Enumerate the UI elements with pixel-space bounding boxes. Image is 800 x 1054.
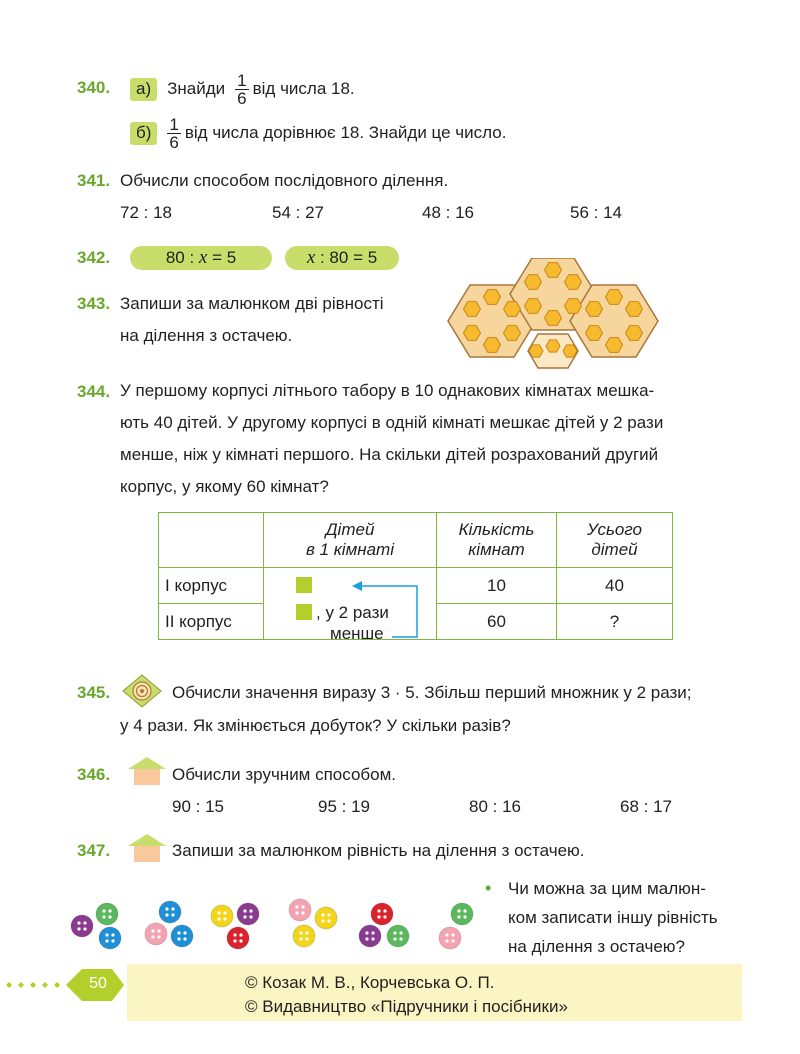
button-hole (445, 933, 448, 936)
button-hole (111, 939, 114, 942)
home-icon (128, 757, 166, 785)
button-hole (327, 913, 330, 916)
exercise-344-line1: У першому корпусі літнього табору в 10 однакових кімнатах мешка- (120, 381, 655, 400)
exercise-344-line2: ють 40 дітей. У другому корпусі в одній кімнаті мешкає дітей у 2 рази (120, 413, 664, 432)
home-icon (128, 834, 166, 862)
button-hole (151, 935, 154, 938)
buttons-illustration (62, 890, 482, 956)
button-hole (305, 937, 308, 940)
button-hole (183, 931, 186, 934)
question-line3: на ділення з остачею? (508, 937, 686, 956)
button-hole (301, 911, 304, 914)
table-corner (159, 513, 264, 568)
table-header: Усього дітей (557, 513, 673, 568)
button-hole (377, 909, 380, 912)
expression: 68 : 17 (620, 797, 672, 816)
button-hole (371, 931, 374, 934)
sewing-button (171, 925, 193, 947)
table-cell: 10 (437, 568, 557, 604)
question (485, 874, 748, 961)
honeycomb-cell (529, 345, 543, 357)
copyright-line2: © Видавництво «Підручники і посібники» (245, 997, 568, 1016)
sewing-button (96, 903, 118, 925)
button-hole (463, 909, 466, 912)
exercise-number-344: 344. (77, 382, 111, 401)
honeycomb-cell (565, 275, 582, 290)
placeholder-square (296, 577, 312, 593)
sewing-button (211, 905, 233, 927)
button-hole (223, 917, 226, 920)
sewing-button (439, 927, 461, 949)
button-hole (183, 937, 186, 940)
button-hole (217, 917, 220, 920)
button-hole (377, 915, 380, 918)
honeycomb-cell (484, 290, 501, 305)
button-hole (77, 921, 80, 924)
table-note-line1: , у 2 рази (316, 603, 389, 622)
sewing-button (315, 907, 337, 929)
button-hole (383, 915, 386, 918)
button-hole (177, 931, 180, 934)
fraction: $\frac{1}{6}$ (169, 114, 179, 152)
exercise-340a-tail: від числа 18. (252, 79, 355, 98)
honeycomb-cell (626, 326, 643, 341)
button-hole (177, 937, 180, 940)
exercise-number-342: 342. (77, 248, 111, 267)
exercise-number-343: 343. (77, 294, 111, 313)
question-line2: ком записати іншу рівність (508, 908, 718, 927)
button-hole (157, 935, 160, 938)
button-hole (399, 931, 402, 934)
button-hole (321, 913, 324, 916)
button-hole (165, 907, 168, 910)
button-hole (83, 921, 86, 924)
expression: 72 : 18 (120, 203, 172, 222)
button-hole (301, 905, 304, 908)
honeycomb-cell (565, 299, 582, 314)
table-cell: 60 (437, 604, 557, 640)
button-hole (371, 937, 374, 940)
button-hole (327, 919, 330, 922)
table-cell: 40 (557, 568, 673, 604)
button-hole (233, 939, 236, 942)
expression: 80 : 16 (469, 797, 521, 816)
honeycomb-cell (464, 302, 481, 317)
exercise-340b-text: від числа дорівнює 18. Знайди це число. (184, 123, 507, 142)
exercise-347-text: Запиши за малюнком рівність на ділення з остачею. (172, 841, 585, 860)
button-hole (171, 913, 174, 916)
honeycomb-cell (525, 275, 542, 290)
honeycomb-illustration (444, 258, 660, 370)
expression: 56 : 14 (570, 203, 622, 222)
expression: 54 : 27 (272, 203, 324, 222)
button-hole (299, 931, 302, 934)
exercise-343-line2: на ділення з остачею. (120, 326, 293, 345)
button-hole (105, 933, 108, 936)
button-hole (157, 929, 160, 932)
button-hole (321, 919, 324, 922)
expression: 95 : 19 (318, 797, 370, 816)
expression: 90 : 15 (172, 797, 224, 816)
honeycomb-cell (504, 302, 521, 317)
sewing-button (387, 925, 409, 947)
tag-b: б) (130, 122, 157, 145)
button-hole (457, 909, 460, 912)
button-hole (102, 909, 105, 912)
exercise-344-line4: корпус, у якому 60 кімнат? (120, 477, 329, 496)
sewing-button (227, 927, 249, 949)
button-hole (243, 909, 246, 912)
button-hole (111, 933, 114, 936)
button-hole (102, 915, 105, 918)
tag-a: а) (130, 78, 157, 101)
sewing-button (71, 915, 93, 937)
honeycomb-cell (606, 338, 623, 353)
exercise-number-341: 341. (77, 171, 111, 190)
table-row-label: І корпус (159, 568, 264, 604)
fraction: $\frac{1}{6}$ (237, 70, 247, 108)
exercise-340a (130, 72, 355, 106)
button-hole (217, 911, 220, 914)
exercise-343-line1: Запиши за малюнком дві рівності (120, 294, 384, 313)
honeycomb-cell (586, 302, 603, 317)
exercise-number-340: 340. (77, 78, 111, 97)
button-hole (457, 915, 460, 918)
button-hole (171, 907, 174, 910)
honeycomb-cell (545, 263, 562, 278)
button-hole (108, 915, 111, 918)
sewing-button (159, 901, 181, 923)
button-hole (451, 933, 454, 936)
exercise-341-text: Обчисли способом послідовного ділення. (120, 171, 449, 190)
button-hole (383, 909, 386, 912)
exercise-number-346: 346. (77, 765, 111, 784)
copyright-line1: © Козак М. В., Корчевська О. П. (245, 973, 495, 992)
equation-1: 80 : x = 5 (130, 246, 272, 270)
button-hole (305, 931, 308, 934)
button-hole (77, 927, 80, 930)
sewing-button (289, 899, 311, 921)
button-hole (239, 939, 242, 942)
button-hole (249, 915, 252, 918)
table-header: Дітей в 1 кімнаті (264, 513, 437, 568)
button-hole (151, 929, 154, 932)
bullet: • (485, 878, 492, 898)
table-cell: ? (557, 604, 673, 640)
button-hole (393, 937, 396, 940)
button-hole (165, 913, 168, 916)
table-row-label: ІІ корпус (159, 604, 264, 640)
arrow-icon (350, 578, 422, 642)
button-hole (295, 911, 298, 914)
honeycomb-cell (586, 326, 603, 341)
exercise-number-345: 345. (77, 683, 111, 702)
button-hole (445, 939, 448, 942)
button-hole (105, 939, 108, 942)
honeycomb-cell (626, 302, 643, 317)
honeycomb-cell (563, 345, 577, 357)
button-hole (243, 915, 246, 918)
table-header: Кількість кімнат (437, 513, 557, 568)
honeycomb-cell (525, 299, 542, 314)
sewing-button (293, 925, 315, 947)
button-hole (223, 911, 226, 914)
exercise-number-347: 347. (77, 841, 111, 860)
button-hole (393, 931, 396, 934)
placeholder-square (296, 604, 312, 620)
honeycomb-cell (546, 340, 560, 352)
button-hole (451, 939, 454, 942)
button-hole (108, 909, 111, 912)
button-hole (365, 931, 368, 934)
question-line1: Чи можна за цим малюн- (508, 879, 706, 898)
button-hole (299, 937, 302, 940)
exercise-346-text: Обчисли зручним способом. (172, 765, 397, 784)
button-hole (239, 933, 242, 936)
honeycomb-cell (504, 326, 521, 341)
honeycomb-cell (545, 311, 562, 326)
expression: 48 : 16 (422, 203, 474, 222)
honeycomb-cell (606, 290, 623, 305)
exercise-344-line3: менше, ніж у кімнаті першого. На скільки дітей розрахований другий (120, 445, 659, 464)
sewing-button (359, 925, 381, 947)
button-hole (249, 909, 252, 912)
button-hole (295, 905, 298, 908)
exercise-340a-text: Знайди (167, 79, 226, 98)
sewing-button (371, 903, 393, 925)
equation-2: x : 80 = 5 (285, 246, 399, 270)
button-hole (83, 927, 86, 930)
sewing-button (99, 927, 121, 949)
honeycomb-cell (464, 326, 481, 341)
button-hole (463, 915, 466, 918)
honeycomb-cell (484, 338, 501, 353)
exercise-345-line2: у 4 рази. Як змінюється добуток? У скільки разів? (120, 716, 511, 735)
sewing-button (145, 923, 167, 945)
exercise-345-line1: Обчисли значення виразу 3 · 5. Збільш перший множник у 2 рази; (172, 683, 692, 702)
button-hole (365, 937, 368, 940)
sewing-button (451, 903, 473, 925)
button-hole (233, 933, 236, 936)
page-number: 50 (89, 975, 107, 992)
target-diamond-icon (122, 674, 162, 708)
button-hole (399, 937, 402, 940)
sewing-button (237, 903, 259, 925)
table-note-line2: менше (330, 624, 384, 643)
exercise-340b (130, 116, 506, 150)
